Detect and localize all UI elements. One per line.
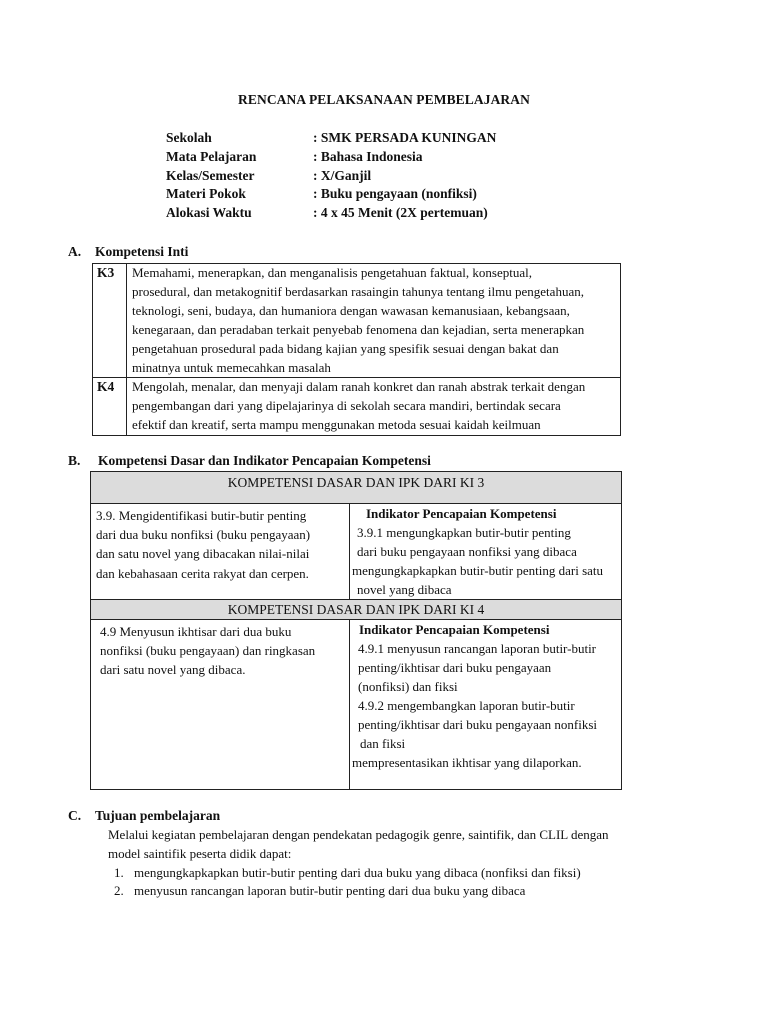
info-value: : X/Ganjil xyxy=(313,167,372,183)
list-text: mengungkapkapkan butir-butir penting dari dua buku yang dibaca (nonfiksi dan fiksi) xyxy=(134,864,581,880)
text-line: dan kebahasaan cerita rakyat dan cerpen. xyxy=(96,565,309,581)
ki4-content-row xyxy=(91,620,621,789)
list-item xyxy=(108,864,649,883)
section-letter: A. xyxy=(68,244,82,259)
text-line: 3.9.1 mengungkapkan butir-butir penting xyxy=(357,525,571,540)
list-number: 2. xyxy=(114,883,124,899)
text-line: pengetahuan prosedural pada bidang kajian yang spesifik sesuai dengan bakat dan xyxy=(132,340,559,356)
tujuan-body xyxy=(108,826,649,901)
text-line: 4.9 Menyusun ikhtisar dari dua buku xyxy=(100,624,292,639)
ki-description xyxy=(127,264,620,377)
info-value: : 4 x 45 Menit (2X pertemuan) xyxy=(313,205,488,221)
list-item xyxy=(108,882,649,901)
document-title: RENCANA PELAKSANAAN PEMBELAJARAN xyxy=(238,92,530,107)
ipk-title: Indikator Pencapaian Kompetensi xyxy=(366,506,557,521)
kd-cell xyxy=(91,504,350,599)
ki3-content-row xyxy=(91,504,621,600)
ki-row-k4 xyxy=(93,377,620,435)
text-line: prosedural, dan metakognitif berdasarkan rasaingin tahunya tentang ilmu pengetahuan, xyxy=(132,283,584,299)
ki-row-k3 xyxy=(93,264,620,377)
kompetensi-inti-table xyxy=(92,263,621,436)
text-line: Mengolah, menalar, dan menyaji dalam ranah konkret dan ranah abstrak terkait dengan xyxy=(132,379,586,395)
info-value: : Buku pengayaan (nonfiksi) xyxy=(313,186,477,202)
text-line: mempresentasikan ikhtisar yang dilaporkan. xyxy=(352,755,582,770)
text-line: Melalui kegiatan pembelajaran dengan pendekatan pedagogik genre, saintifik, dan CLIL dengan xyxy=(108,827,609,842)
text-line: dan fiksi xyxy=(360,736,406,751)
section-title: Kompetensi Dasar dan Indikator Pencapaian Kompetensi xyxy=(98,453,431,468)
text-line: pengembangan dari yang dipelajarinya di sekolah secara mandiri, bertindak secara xyxy=(132,398,561,414)
text-line: penting/ikhtisar dari buku pengayaan nonfiksi xyxy=(358,717,598,732)
ki-description xyxy=(127,378,620,435)
info-label: Kelas/Semester xyxy=(166,167,255,183)
text-line: penting/ikhtisar dari buku pengayaan xyxy=(358,660,552,675)
info-label: Sekolah xyxy=(166,130,212,145)
info-label: Alokasi Waktu xyxy=(166,205,252,221)
text-line: (nonfiksi) dan fiksi xyxy=(358,679,458,694)
kd-cell xyxy=(91,620,350,789)
kompetensi-dasar-table xyxy=(90,471,622,790)
text-line: mengungkapkapkan butir-butir penting dari satu xyxy=(352,563,604,578)
info-label: Mata Pelajaran xyxy=(166,148,257,164)
text-line: efektif dan kreatif, serta mampu menggunakan metoda sesuai kaidah keilmuan xyxy=(132,417,541,433)
ki-code: K4 xyxy=(93,378,127,435)
text-line: novel yang dibaca xyxy=(357,582,452,597)
list-number: 1. xyxy=(114,864,124,880)
info-label: Materi Pokok xyxy=(166,186,246,202)
list-text: menyusun rancangan laporan butir-butir penting dari dua buku yang dibaca xyxy=(134,883,526,899)
ipk-cell xyxy=(350,620,621,789)
text-line: dan satu novel yang dibacakan nilai-nilai xyxy=(96,546,310,562)
ki4-header-row: KOMPETENSI DASAR DAN IPK DARI KI 4 xyxy=(91,600,621,620)
text-line: 3.9. Mengidentifikasi butir-butir penting xyxy=(96,508,307,523)
ipk-title: Indikator Pencapaian Kompetensi xyxy=(359,622,550,637)
info-value: : Bahasa Indonesia xyxy=(313,148,423,164)
ki-code: K3 xyxy=(93,264,127,377)
section-letter: C. xyxy=(68,808,82,823)
text-line: dari buku pengayaan nonfiksi yang dibaca xyxy=(357,544,577,559)
ki3-header-row: KOMPETENSI DASAR DAN IPK DARI KI 3 xyxy=(91,472,621,504)
ipk-cell xyxy=(350,504,621,599)
section-letter: B. xyxy=(68,453,81,468)
section-title: Kompetensi Inti xyxy=(95,244,189,259)
text-line: model saintifik peserta didik dapat: xyxy=(108,845,292,861)
text-line: Memahami, menerapkan, dan menganalisis pengetahuan faktual, konseptual, xyxy=(132,265,532,280)
text-line: nonfiksi (buku pengayaan) dan ringkasan xyxy=(100,643,316,659)
text-line: kenegaraan, dan peradaban terkait penyebab fenomena dan kejadian, serta menerapkan xyxy=(132,321,585,337)
text-line: 4.9.1 menyusun rancangan laporan butir-butir xyxy=(358,641,597,656)
text-line: minatnya untuk memecahkan masalah xyxy=(132,359,331,375)
text-line: 4.9.2 mengembangkan laporan butir-butir xyxy=(358,698,575,713)
info-value: : SMK PERSADA KUNINGAN xyxy=(313,130,497,145)
text-line: teknologi, seni, budaya, dan humaniora dengan wawasan kemanusiaan, kebangsaan, xyxy=(132,302,570,318)
text-line: dari satu novel yang dibaca. xyxy=(100,662,246,678)
text-line: dari dua buku nonfiksi (buku pengayaan) xyxy=(96,527,311,543)
section-title: Tujuan pembelajaran xyxy=(95,808,221,823)
